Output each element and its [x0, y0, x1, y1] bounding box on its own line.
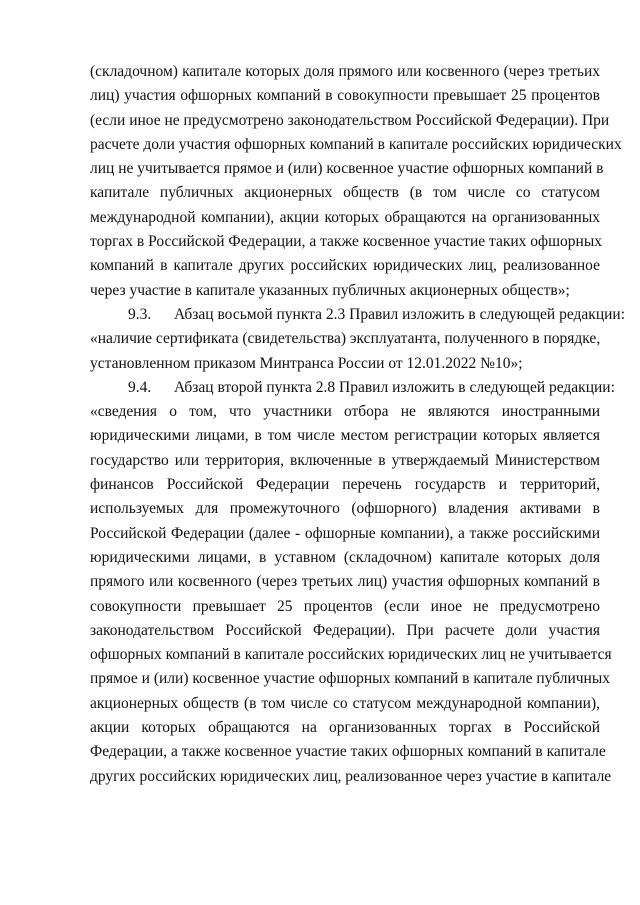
- item-heading-text: Абзац второй пункта 2.8 Правил изложить в следующей редакции:: [174, 378, 615, 396]
- text-line: государство или территория, включенные в утверждаемый Министерством: [90, 451, 600, 469]
- text-line: через участие в капитале указанных публичных акционерных обществ»;: [90, 281, 570, 299]
- text-line: прямого или косвенного (через третьих лиц) участия офшорных компаний в: [90, 573, 600, 591]
- text-line: капитале публичных акционерных обществ (в том числе со статусом: [90, 184, 600, 202]
- text-line: законодательством Российской Федерации). При расчете доли участия: [90, 621, 600, 639]
- text-line: торгах в Российской Федерации, а также косвенное участие таких офшорных: [90, 233, 602, 251]
- text-line: «наличие сертификата (свидетельства) эксплуатанта, полученного в порядке,: [90, 330, 601, 348]
- text-line: совокупности превышает 25 процентов (если иное не предусмотрено: [90, 597, 600, 615]
- text-line: Федерации, а также косвенное участие таких офшорных компаний в капитале: [90, 743, 606, 761]
- text-line: прямое и (или) косвенное участие офшорных компаний в капитале публичных: [90, 670, 610, 688]
- item-heading: [90, 376, 615, 400]
- text-line: (если иное не предусмотрено законодательством Российской Федерации). При: [90, 111, 610, 129]
- text-line: акционерных обществ (в том числе со статусом международной компании),: [90, 694, 600, 712]
- item-heading: [90, 303, 626, 327]
- item-9-4: [90, 376, 615, 789]
- text-line: компаний в капитале других российских юридических лиц, реализованное: [90, 257, 600, 275]
- text-line: финансов Российской Федерации перечень государств и территорий,: [90, 476, 600, 494]
- paragraph-continuation: [90, 60, 622, 303]
- text-line: «сведения о том, что участники отбора не являются иностранными: [90, 403, 600, 421]
- item-heading-text: Абзац восьмой пункта 2.3 Правил изложить в следующей редакции:: [174, 305, 626, 323]
- item-number: 9.3.: [128, 305, 152, 323]
- text-line: Российской Федерации (далее - офшорные компании), а также российскими: [90, 524, 600, 542]
- text-line: (складочном) капитале которых доля прямого или косвенного (через третьих: [90, 63, 600, 80]
- text-line: лиц) участия офшорных компаний в совокупности превышает 25 процентов: [90, 87, 600, 105]
- item-9-3: [90, 303, 626, 376]
- text-line: международной компании), акции которых обращаются на организованных: [90, 208, 600, 226]
- text-line: других российских юридических лиц, реализованное через участие в капитале: [90, 767, 612, 785]
- text-line: используемых для промежуточного (офшорного) владения активами в: [90, 500, 600, 518]
- text-line: расчете доли участия офшорных компаний в капитале российских юридических: [90, 135, 622, 153]
- text-line: юридическими лицами, в том числе местом регистрации которых является: [90, 427, 600, 445]
- text-line: юридическими лицами, в уставном (складочном) капитале которых доля: [90, 548, 600, 566]
- item-number: 9.4.: [128, 378, 152, 396]
- text-line: акции которых обращаются на организованных торгах в Российской: [90, 719, 600, 737]
- document-page: [90, 60, 626, 789]
- text-line: офшорных компаний в капитале российских юридических лиц не учитывается: [90, 646, 612, 664]
- text-line: установленном приказом Минтранса России от 12.01.2022 №10»;: [90, 354, 523, 372]
- text-line: лиц не учитывается прямое и (или) косвенное участие офшорных компаний в: [90, 160, 604, 178]
